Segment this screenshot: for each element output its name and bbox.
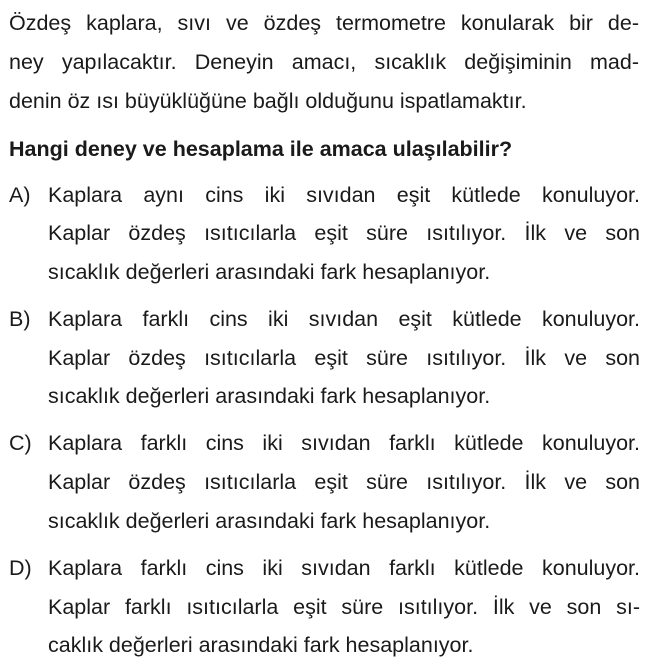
option-b-letter: B): [9, 307, 31, 331]
option-b-line-3: sıcaklık değerleri arasındaki fark hesaplanıyor.: [48, 384, 491, 408]
option-d-letter: D): [9, 556, 32, 580]
option-b-line-1: Kaplara farklı cins iki sıvıdan eşit kütlede konuluyor.: [48, 307, 640, 331]
option-c-letter: C): [9, 431, 32, 455]
option-a-line-3: sıcaklık değerleri arasındaki fark hesaplanıyor.: [48, 260, 491, 284]
option-c-line-3: sıcaklık değerleri arasındaki fark hesaplanıyor.: [48, 509, 491, 533]
question-text: Hangi deney ve hesaplama ile amaca ulaşılabilir?: [9, 137, 513, 161]
option-a-letter: A): [9, 183, 31, 207]
option-b-line-2: Kaplar özdeş ısıtıcılarla eşit süre ısıtılıyor. İlk ve son: [48, 346, 640, 370]
option-c-line-2: Kaplar özdeş ısıtıcılarla eşit süre ısıtılıyor. İlk ve son: [48, 470, 640, 494]
option-d-line-1: Kaplara farklı cins iki sıvıdan farklı kütlede konuluyor.: [48, 556, 640, 580]
option-d-line-3: caklık değerleri arasındaki fark hesaplanıyor.: [48, 633, 474, 657]
option-a-line-1: Kaplara aynı cins iki sıvıdan eşit kütlede konuluyor.: [48, 183, 640, 207]
option-d-line-2: Kaplar farklı ısıtıcılarla eşit süre ısıtılıyor. İlk ve son sı-: [48, 595, 640, 619]
option-a-line-2: Kaplar özdeş ısıtıcılarla eşit süre ısıtılıyor. İlk ve son: [48, 221, 640, 245]
option-c-line-1: Kaplara farklı cins iki sıvıdan farklı kütlede konuluyor.: [48, 431, 640, 455]
stem-line-3: denin öz ısı büyüklüğüne bağlı olduğunu ispatlamaktır.: [9, 89, 527, 113]
stem-line-1: Özdeş kaplara, sıvı ve özdeş termometre konularak bir de-: [9, 11, 639, 35]
stem-line-2: ney yapılacaktır. Deneyin amacı, sıcaklık değişiminin mad-: [9, 50, 639, 74]
